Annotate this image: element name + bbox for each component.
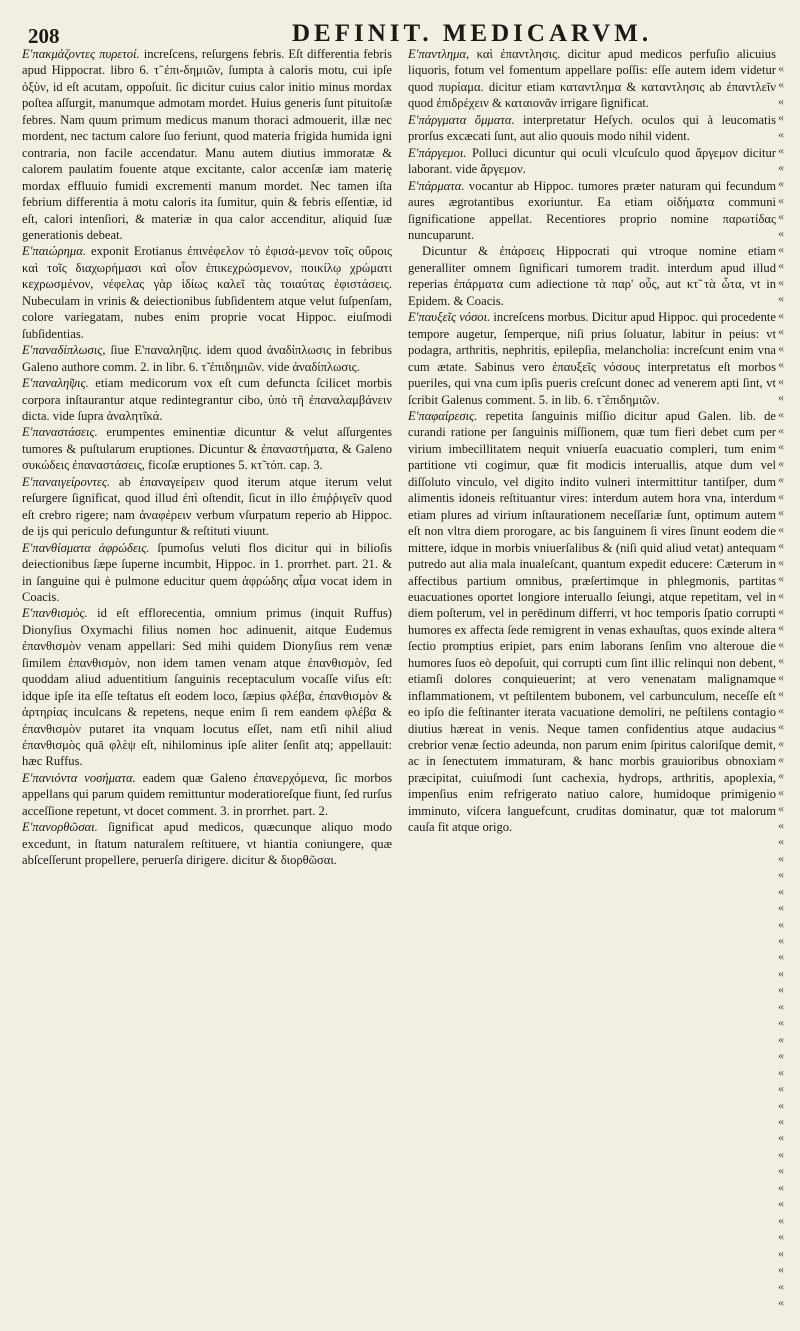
- margin-quote-mark: «: [778, 340, 784, 355]
- entry-definition: interpretatur Heſych. oculos qui à leucomatis prorſus excæcati ſunt, aut alio quouis modo nihil vident.: [408, 112, 777, 144]
- margin-quote-mark: «: [778, 587, 784, 602]
- margin-quote-mark: «: [778, 1064, 784, 1079]
- margin-quote-mark: «: [778, 982, 784, 997]
- margin-quote-mark: «: [778, 61, 784, 75]
- dictionary-entry: [22, 770, 392, 819]
- dictionary-entry: [22, 424, 392, 473]
- margin-quote-mark: «: [778, 752, 784, 767]
- entry-definition: exponit Erotianus ἐπινέφελον τὸ ἐφισά-μενον τοῖς οὔροις καὶ τοῖς διαχωρήμασι καὶ οἷον ἐπικεχρώσμενον, ποικίλῳ χρώματι κεχρωσμένον, νέφελας γὰρ ἰδίως καλεῖ τὰς τοιαύτας ἐφιστάσεις. Nubeculam in vrinis & deiectionibus ſubſidentem atque velut ſuſpenſam, colore variegatam, nubes enim proprie vocat Hippoc. eiuſmodi ſubſidentias.: [22, 244, 392, 341]
- margin-quote-mark: «: [778, 439, 784, 454]
- margin-quote-mark: «: [778, 1015, 784, 1030]
- dictionary-entry: [408, 112, 776, 145]
- margin-quote-mark: «: [778, 521, 784, 536]
- margin-quote-mark: «: [778, 406, 784, 421]
- margin-quote-mark: «: [778, 258, 784, 273]
- entry-term: E'πανιόντα νοσήματα.: [22, 770, 136, 785]
- entry-definition: Dicuntur & ἐπάρσεις Hippocrati qui vtroque nomine etiam generalliter omnem ſignificari tumorem tradit. interdum apud illud reperias ἐπάρματα cum adiectione τὰ παρ' οὖς, aut κτ̃ τὰ ὦτα, vt in Epidem. & Coacis.: [408, 244, 776, 308]
- margin-quote-mark: «: [778, 965, 784, 980]
- entry-definition: καὶ ἐπαντλησις. dicitur apud medicos perfuſio alicuius liquoris, fotum vel fomentum appellare poſſis: eſſe autem idem videtur quod πυρίαμα. dicitur etiam καταντλημα & καταντλησις ab ἐπαντλεῖν quod ἐπιδρέχειν & καταιονᾶν irrigare ſignificat.: [408, 47, 776, 111]
- margin-quote-mark: «: [778, 538, 784, 553]
- entry-term: E'παντλημα,: [408, 47, 470, 61]
- margin-quote-mark: «: [778, 653, 784, 668]
- margin-quote-mark: «: [778, 1278, 784, 1293]
- margin-quote-mark: «: [778, 686, 784, 701]
- margin-quote-mark: «: [778, 1262, 784, 1277]
- dictionary-entry: [408, 408, 776, 836]
- dictionary-entry: [408, 46, 776, 112]
- entry-term: E'παναστάσεις.: [22, 425, 98, 440]
- dictionary-entry: [22, 540, 392, 606]
- margin-quote-mark: «: [778, 850, 784, 865]
- margin-quote-mark: «: [778, 274, 784, 289]
- margin-quote-marks: [778, 60, 796, 1310]
- entry-definition: repetita ſanguinis miſſio dicitur apud Galen. lib. de curandi ratione per ſanguinis miſſionem, quæ tum fieri debet cum per virium imbecillitatem nequit vniuerſa euacuatio compleri, tum enim partitione vti cogimur, quæ fit modicis interuallis, atque dum vel diſſoluto vinculo, vel digito indito vulneri intermittitur tantiſper, dum alimentis idoneis reſtituantur vires: interdum autem hora vna, interdum etiam plures ad virium inſtaurationem neceſſariæ ſunt, optimum autem eſt non vltra diem prorogare, ac bis ſanguinem ſi vires ſinunt eodem die mittere, idque in morbis vniuerſalibus & (niſi quid aliud vetat) antequam putredo aut alia mala inualeſcant, quantum expedit educere: Cæterum in affectibus partium omnibus, præſertimque in phlegmonis, partitas euacuationes oportet longiore interuallo ſeiungi, atque repetitam, vel in diem poſterum, vel in perēdinum differri, vt hoc temporis ſpatio corrupti humores ex affecta ſede remigrent in venas exhauſtas, quos exinde altera ſectio promptius eripiet, pars enim laborans ſenſim vno alteroue die humores ſuos eò depoſuit, qui corrupti cum ſint illic relinqui non debent, etiamſi dolores conquieuerint; at vero venenatam malignamque inflammationem, vt peſtilentem bubonem, vel carbunculum, neceſſe eſt eo ipſo die feſtinanter iterata vacuatione demoliri, ne peſtilens contagio diutius hæreat in venis. Neque tamen confidentius atque audacius crebrior venæ ſectio adeunda, non parum enim ſpiritus caloriſque demit, ac in ſenectutem immaturam, & hanc morbis grauioribus obnoxiam præcipitat, cuiuſmodi ſunt cachexia, hydrops, arthritis, apoplexia, impenſius enim refrigerato natiuo calore, humidoque primigenio imminuto, viſcera languefcunt, cruditas dominatur, quæ tot malorum cauſa fit atque origo.: [408, 408, 776, 835]
- margin-quote-mark: «: [778, 422, 784, 437]
- entry-definition: ſignificat apud medicos, quæcunque aliquo modo excedunt, in ſtatum naturalem reſtituere, vt hiantia coniungere, quæ abſceſſerunt propellere, peruerſa dirigere. dicitur & διορθῶσαι.: [22, 820, 392, 868]
- margin-quote-mark: «: [778, 554, 784, 569]
- entry-definition: increſcens, reſurgens febris. Eſt differentia febris apud Hippocrat. libro 6. τ̃ ἐπι-δημιῶν, ſumpta à caloris motu, cui ipſe ὀξὺν, id eſt acutam, oppoſuit. ſic dicitur cuius calor initio minus mordax poſtea aſſurgit, manumque admotam mordet. Huius generis ſunt pituitoſæ febres. Nam quum primum medicus manum thoraci admouerit, illæ nec mordent, nec tactum calore ſuo feriunt, quod materia frigida humida igni contraria, non facile accendatur. Manu autem diutius immoratæ & calorem paulatim fouente atque excitante, calor accenſæ iam materię mordax effluuio fumidi excrementi manum mordet. Nec tamen iſta febrium differentia à motu caloris ita ſumitur, quin & febris eſſentiæ, id eſt, calori intenſiori, & materiæ in qua calor accenditur, aliquid ſuæ generationis debeat.: [22, 47, 393, 242]
- margin-quote-mark: «: [778, 93, 784, 108]
- margin-quote-mark: «: [778, 603, 784, 618]
- margin-quote-mark: «: [778, 571, 784, 586]
- margin-quote-mark: «: [778, 455, 784, 470]
- dictionary-entry: [22, 243, 392, 342]
- margin-quote-mark: «: [778, 702, 784, 717]
- entry-term: E'παιώρημα.: [22, 244, 86, 259]
- margin-quote-mark: «: [778, 1196, 784, 1211]
- dictionary-entry: [408, 243, 776, 309]
- margin-quote-mark: «: [778, 192, 784, 207]
- entry-term: E'παφαίρεσις.: [408, 408, 478, 423]
- dictionary-entry: [22, 605, 392, 770]
- entry-definition: vocantur ab Hippoc. tumores præter naturam qui fecundum aures ægrotantibus exoriuntur. Ea etiam οἰδήματα communi ſignificatione appellat. Recentiores proprio nomine παρωτίδας nuncuparunt.: [408, 178, 776, 242]
- entry-definition: ſpumoſus veluti flos dicitur qui in bilioſis deiectionibus ſæpe ſuperne incumbit, Hippoc. in 1. prorrhet. part. 21. & in ſanguine qui è pulmone educitur quem ἀφρώδης αἷμα vocat idem in Coacis.: [22, 540, 392, 604]
- margin-quote-mark: «: [778, 1179, 784, 1194]
- margin-quote-mark: «: [778, 1163, 784, 1178]
- margin-quote-mark: «: [778, 291, 784, 306]
- margin-quote-mark: «: [778, 176, 784, 191]
- margin-quote-mark: «: [778, 801, 784, 816]
- margin-quote-mark: «: [778, 1114, 784, 1128]
- margin-quote-mark: «: [778, 241, 784, 256]
- margin-quote-mark: «: [778, 1245, 784, 1260]
- margin-quote-mark: «: [778, 1048, 784, 1063]
- dictionary-entry: [22, 342, 392, 375]
- margin-quote-mark: «: [778, 1229, 784, 1244]
- margin-quote-mark: «: [778, 126, 784, 141]
- margin-quote-mark: «: [778, 867, 784, 882]
- margin-quote-mark: «: [778, 669, 784, 684]
- margin-quote-mark: «: [778, 390, 784, 405]
- entry-definition: erumpentes eminentiæ dicuntur & velut aſſurgentes tumores & puſtularum eruptiones. Dicuntur & ἐπαναστήματα, & Galeno συκώδεις ἐπαναστάσεις, ficoſæ eruptiones 5. κτ̃ τόπ. cap. 3.: [22, 425, 392, 473]
- dictionary-entry: [22, 819, 392, 868]
- margin-quote-mark: «: [778, 1130, 784, 1145]
- dictionary-entry: [22, 375, 392, 424]
- margin-quote-mark: «: [778, 636, 784, 651]
- margin-quote-mark: «: [778, 834, 784, 849]
- margin-quote-mark: «: [778, 505, 784, 520]
- margin-quote-mark: «: [778, 1212, 784, 1227]
- margin-quote-mark: «: [778, 735, 784, 750]
- margin-quote-mark: «: [778, 1031, 784, 1046]
- margin-quote-mark: «: [778, 949, 784, 964]
- entry-term: E'πακμάζοντες πυρετοί.: [22, 47, 140, 61]
- margin-quote-mark: «: [778, 143, 784, 158]
- margin-quote-mark: «: [778, 159, 784, 174]
- page-number: 208: [28, 24, 60, 48]
- entry-term: E'πανθίσματα ἀφρώδεις.: [22, 540, 150, 555]
- entry-term: E'πάρματα.: [408, 178, 465, 193]
- entry-definition: id eſt efflorecentia, omnium primus (inquit Ruffus) Dionyſius Oxymachi filius nomen hoc adinuenit, aitque Eudemus ἐπανθισμὸν venam appellari: Sed mihi quidem Dionyſius rem venæ ſimilem ἐπανθισμὸν, non idem tamen venam atque ἐπανθισμὸν, ſed quoddam aliud aduentitium ſanguinis receptaculum vocaſſe viſus eſt: idque ipſe ita eſſe teſtatus eſt eodem loco, ſæpius φλέβα, ἐπανθισμὸν & ἀρτηρίας inculcans & repetens, neque enim ſi rem eandem φλέβα & ἐπανθισμὸν putaret ita vnquam locutus eſſet, nam etſi nihil aliud ἐπανθισμὸς quā φλὲψ eſt, nihilominus ipſe aliter ſenſit atq; appellauit: hæc Ruffus.: [22, 606, 392, 769]
- margin-quote-mark: «: [778, 357, 784, 372]
- entry-term: E'παναδίπλωσις,: [22, 343, 106, 358]
- margin-quote-mark: «: [778, 373, 784, 388]
- margin-quote-mark: «: [778, 933, 784, 948]
- entry-definition: etiam medicorum vox eſt cum defuncta ſcilicet morbis corpora inſtaurantur atque redintegrantur cibo, ὑπὸ τῆ ἐπαναλαμβάνειν dicta. vide ſupra ἀναλητ̃ικά.: [22, 376, 392, 423]
- dictionary-entry: [22, 46, 392, 243]
- dictionary-entry: [408, 178, 776, 244]
- running-title: DEFINIT. MEDICARVM.: [292, 20, 653, 47]
- margin-quote-mark: «: [778, 77, 784, 92]
- margin-quote-mark: «: [778, 110, 784, 125]
- entry-term: E'πάργματα ὄμματα.: [408, 112, 515, 127]
- margin-quote-mark: «: [778, 883, 784, 898]
- margin-quote-mark: «: [778, 1294, 784, 1309]
- right-column: [408, 46, 776, 836]
- margin-quote-mark: «: [778, 719, 784, 734]
- page-header: [0, 10, 800, 48]
- margin-quote-mark: «: [778, 472, 784, 487]
- margin-quote-mark: «: [778, 817, 784, 832]
- margin-quote-mark: «: [778, 784, 784, 799]
- entry-term: E'παυξεῖς νόσοι.: [408, 310, 491, 325]
- entry-definition: ſiue E'παναλη̃ψις. idem quod ἀναδίπλωσις in febribus Galeno authore comm. 2. in libr. 6. τ̃ ἐπιδημιῶν. vide ἀναδίπλωσις.: [22, 343, 392, 374]
- entry-definition: increſcens morbus. Dicitur apud Hippoc. qui procedente tempore augetur, ſemperque, niſi prius ſoluatur, labitur in peius: vt podagra, arthritis, nephritis, epilepſia, melancholia: increſcunt enim vna cum ætate. Sabinus vero ἐπαυξεῖς νόσους interpretatus eſt morbos pueriles, qui vna cum ipſis pueris creſcunt donec ad venerem apti ſint, vt ſcribit Galenus comment. 5. in lib. 6. τ̃ ἐπιδημιῶν.: [408, 310, 776, 407]
- margin-quote-mark: «: [778, 488, 784, 503]
- margin-quote-mark: «: [778, 1081, 784, 1096]
- margin-quote-mark: «: [778, 1097, 784, 1112]
- margin-quote-mark: «: [778, 209, 784, 224]
- margin-quote-mark: «: [778, 225, 784, 240]
- entry-term: E'πανθισμὸς.: [22, 606, 88, 621]
- entry-definition: ab ἐπαναγείρειν quod iterum atque iterum velut reſurgere ſignificat, quod illud ἐπὶ oſtendit, ſicut in illo ἐπιῤῥιγεῖν quod eſt crebro rigere; nam ἀναφέρειν verbum vſurpatum reperio ab Hippoc. de ijs qui periculo defunguntur & reſtituti viuunt.: [22, 474, 392, 539]
- entry-term: E'πάργεμοι.: [408, 145, 467, 160]
- entry-term: E'παναιγείροντες.: [22, 474, 111, 489]
- margin-quote-mark: «: [778, 324, 784, 339]
- margin-quote-mark: «: [778, 998, 784, 1013]
- left-column: [22, 46, 392, 869]
- dictionary-entry: [408, 145, 776, 178]
- entry-definition: eadem quæ Galeno ἐπανερχόμενα, ſic morbos appellans qui parum quidem remittuntur moderatioreſque fiunt, ſed rurſus acceſſione repetunt, vt docet comment. 3. in prorrhet. part. 2.: [22, 770, 392, 818]
- margin-quote-mark: «: [778, 916, 784, 931]
- entry-term: E'παναλη̃ψις.: [22, 376, 89, 391]
- margin-quote-mark: «: [778, 900, 784, 915]
- margin-quote-mark: «: [778, 307, 784, 322]
- dictionary-entry: [408, 309, 776, 408]
- entry-definition: Polluci dicuntur qui oculi vlcuſculo quod ἄργεμον dicitur laborant. vide ἄργεμον.: [408, 145, 776, 177]
- margin-quote-mark: «: [778, 620, 784, 635]
- dictionary-entry: [22, 474, 392, 540]
- entry-term: E'πανορθῶσαι.: [22, 820, 98, 835]
- margin-quote-mark: «: [778, 1146, 784, 1161]
- margin-quote-mark: «: [778, 768, 784, 783]
